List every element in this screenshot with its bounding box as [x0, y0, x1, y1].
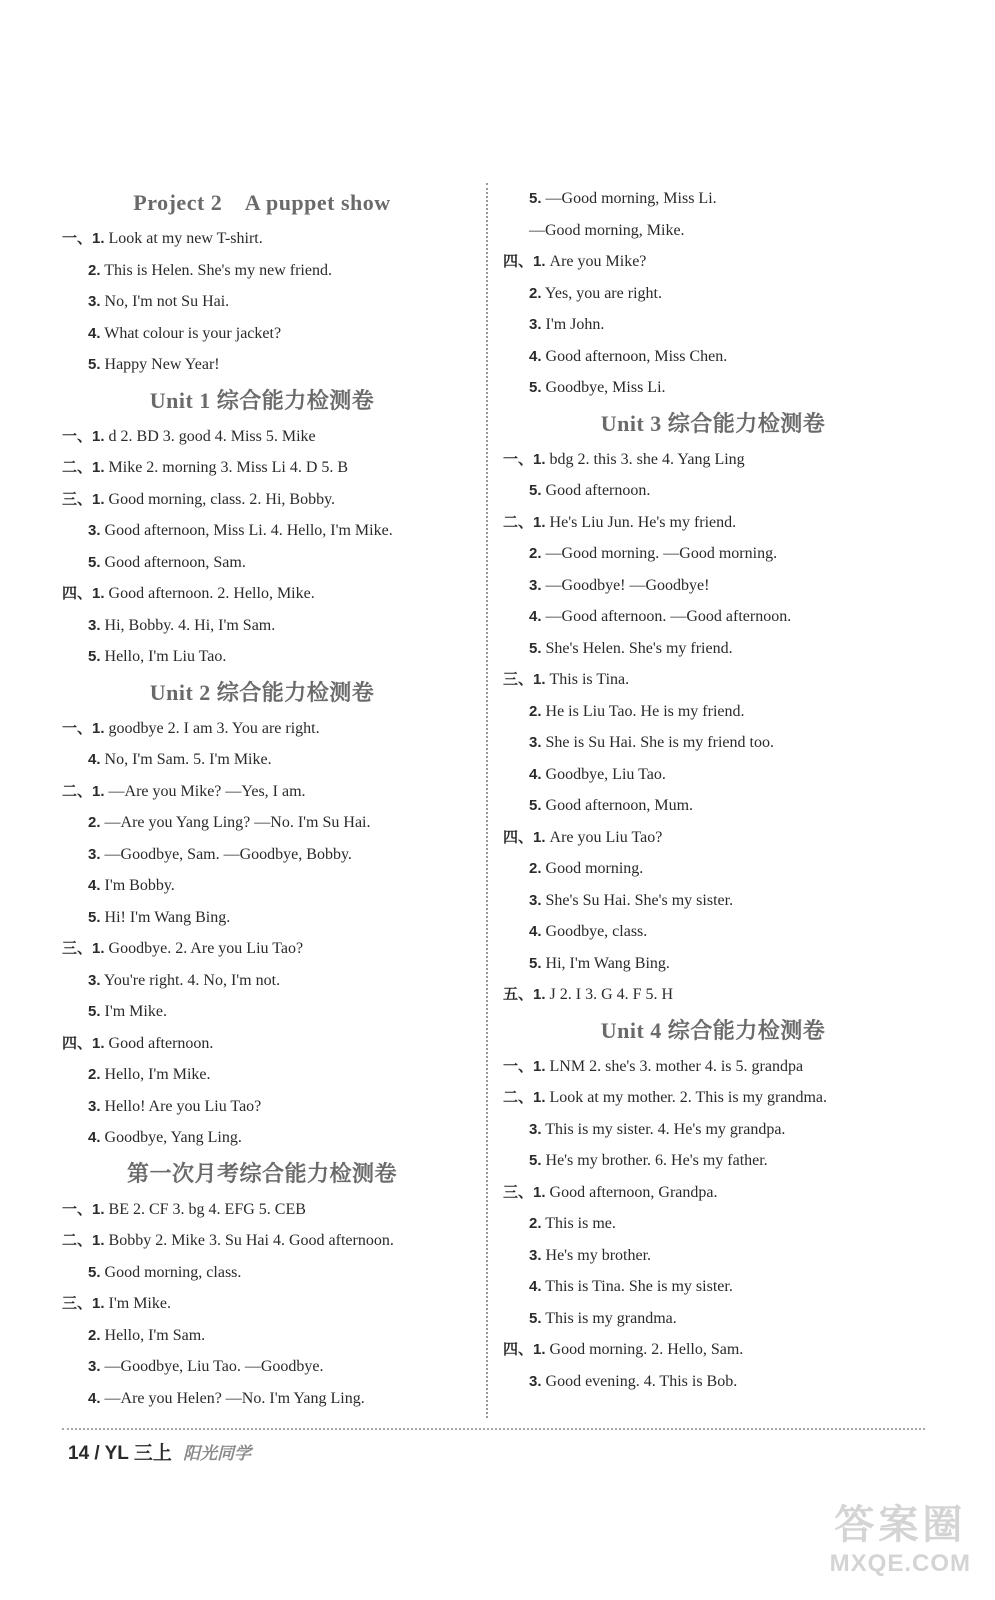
question-number: 3. — [88, 616, 101, 634]
part-label: 一、 — [62, 719, 93, 737]
question-number: 4. — [529, 347, 542, 365]
part-label: 四、 — [503, 828, 534, 846]
answer-text: Goodbye, Miss Li. — [541, 379, 666, 396]
answer-text: Goodbye, Yang Ling. — [100, 1129, 242, 1146]
answer-text: Are you Mike? — [545, 253, 647, 270]
question-number: 2. — [88, 1066, 101, 1083]
answer-text: Good morning. 2. Hello, Sam. — [545, 1341, 744, 1358]
question-number: 5. — [529, 482, 542, 499]
answer-line — [503, 278, 923, 310]
part-label: 四、 — [62, 585, 93, 602]
question-number: 5. — [529, 1309, 542, 1327]
question-number: 4. — [88, 324, 101, 342]
question-number: 1. — [92, 427, 105, 445]
answer-line — [503, 444, 923, 476]
answer-text: She is Su Hai. She is my friend too. — [541, 734, 774, 751]
question-number: 1. — [533, 1057, 546, 1075]
question-number: 3. — [88, 522, 101, 539]
answer-text: goodbye 2. I am 3. You are right. — [104, 719, 320, 737]
answer-text: I'm Bobby. — [100, 877, 175, 894]
answer-text: Goodbye. 2. Are you Liu Tao? — [104, 940, 304, 957]
answer-line — [503, 507, 923, 539]
watermark-title: 答案圈 — [834, 1503, 967, 1547]
right-column — [503, 183, 923, 1397]
section-heading: Unit 1 综合能力检测卷 — [149, 387, 375, 413]
answer-text: Yes, you are right. — [541, 284, 662, 302]
answer-text: This is Tina. She is my sister. — [541, 1278, 733, 1295]
answer-line — [62, 1288, 462, 1320]
question-number: 3. — [88, 1097, 101, 1115]
answer-text: Good afternoon. — [104, 1034, 214, 1052]
answer-text: —Good morning. —Good morning. — [541, 545, 778, 562]
answer-line — [503, 853, 923, 885]
answer-line — [62, 902, 462, 934]
answer-line — [503, 475, 923, 507]
answer-line — [62, 318, 462, 350]
answer-line — [62, 933, 462, 965]
answer-text: This is Tina. — [545, 671, 630, 688]
section-heading: 第一次月考综合能力检测卷 — [126, 1160, 397, 1186]
question-number: 1. — [533, 1183, 546, 1201]
question-number: 3. — [529, 1246, 542, 1264]
question-number: 3. — [529, 316, 542, 333]
answer-text: d 2. BD 3. good 4. Miss 5. Mike — [104, 427, 316, 445]
answer-line — [503, 1271, 923, 1303]
answer-text: BE 2. CF 3. bg 4. EFG 5. CEB — [104, 1200, 306, 1218]
answer-text: Good afternoon, Miss Li. 4. Hello, I'm Mike. — [100, 522, 393, 539]
question-number: 5. — [88, 553, 101, 571]
answer-line — [503, 885, 923, 917]
question-number: 2. — [529, 1215, 542, 1232]
answer-line — [503, 696, 923, 728]
answer-text: I'm John. — [541, 316, 605, 333]
question-number: 5. — [529, 954, 542, 972]
question-number: 2. — [88, 1326, 101, 1344]
question-number: 5. — [529, 797, 542, 814]
answer-line — [503, 633, 923, 665]
answer-line — [62, 286, 462, 318]
answer-text: Good afternoon, Miss Chen. — [541, 347, 728, 365]
answer-line — [62, 870, 462, 902]
question-number: 5. — [529, 379, 542, 396]
question-number: 2. — [529, 545, 542, 562]
question-number: 1. — [533, 1341, 546, 1358]
answer-text: He's my brother. — [541, 1246, 652, 1264]
page-footer — [68, 1438, 251, 1465]
answer-text: Goodbye, Liu Tao. — [541, 765, 666, 783]
answer-text: Good afternoon, Sam. — [100, 553, 246, 571]
question-number: 5. — [88, 1003, 101, 1020]
answer-text: LNM 2. she's 3. mother 4. is 5. grandpa — [545, 1057, 804, 1075]
part-label: 一、 — [503, 1057, 534, 1075]
question-number: 1. — [533, 986, 546, 1003]
answer-line — [503, 1177, 923, 1209]
answer-text: Goodbye, class. — [541, 923, 648, 940]
answer-text: Hi! I'm Wang Bing. — [100, 908, 231, 926]
answer-line — [503, 1240, 923, 1272]
answer-text: Good morning, class. 2. Hi, Bobby. — [104, 490, 336, 508]
answer-text: Hello, I'm Sam. — [100, 1326, 206, 1344]
answer-text: Good afternoon, Grandpa. — [545, 1183, 718, 1201]
answer-line — [62, 713, 462, 745]
answer-text: Good afternoon, Mum. — [541, 797, 694, 814]
answer-text: You're right. 4. No, I'm not. — [100, 971, 281, 989]
answer-text: No, I'm Sam. 5. I'm Mike. — [100, 751, 272, 768]
question-number: 1. — [92, 459, 105, 476]
answer-line — [503, 372, 923, 404]
question-number: 3. — [529, 734, 542, 751]
question-number: 1. — [92, 585, 105, 602]
answer-text: Good evening. 4. This is Bob. — [541, 1372, 738, 1390]
answer-line — [503, 664, 923, 696]
question-number: 5. — [88, 908, 101, 926]
answer-line — [503, 759, 923, 791]
part-label: 一、 — [503, 450, 534, 468]
question-number: 1. — [533, 450, 546, 468]
question-number: 1. — [92, 940, 105, 957]
part-label: 二、 — [62, 1232, 93, 1249]
answer-line — [62, 452, 462, 484]
answer-line — [62, 1091, 462, 1123]
answer-text: Happy New Year! — [100, 356, 220, 373]
answer-text: Good morning. — [541, 860, 644, 877]
part-label: 二、 — [503, 513, 534, 531]
question-number: 3. — [88, 1358, 101, 1375]
answer-text: Hi, I'm Wang Bing. — [541, 954, 670, 972]
answer-line — [503, 341, 923, 373]
part-label: 三、 — [62, 1295, 93, 1312]
left-column — [62, 183, 462, 1414]
answer-text: Hello, I'm Mike. — [100, 1066, 211, 1083]
answer-line — [62, 996, 462, 1028]
answer-text: —Are you Helen? —No. I'm Yang Ling. — [100, 1389, 365, 1407]
answer-line — [62, 1257, 462, 1289]
part-label: 一、 — [62, 1200, 93, 1218]
answer-text: I'm Mike. — [100, 1003, 167, 1020]
answer-text: This is my sister. 4. He's my grandpa. — [541, 1120, 786, 1138]
answer-text: —Good afternoon. —Good afternoon. — [541, 608, 792, 625]
answer-line — [62, 255, 462, 287]
question-number: 2. — [529, 702, 542, 720]
answer-line — [62, 1320, 462, 1352]
answer-line — [62, 610, 462, 642]
answer-text: —Goodbye, Sam. —Goodbye, Bobby. — [100, 845, 352, 863]
question-number: 2. — [88, 261, 101, 279]
answer-line — [62, 484, 462, 516]
answer-text: J 2. I 3. G 4. F 5. H — [545, 986, 674, 1003]
answer-text: Mike 2. morning 3. Miss Li 4. D 5. B — [104, 459, 349, 476]
question-number: 1. — [533, 671, 546, 688]
answer-text: I'm Mike. — [104, 1295, 171, 1312]
answer-line — [503, 309, 923, 341]
answer-text: Hi, Bobby. 4. Hi, I'm Sam. — [100, 616, 276, 634]
question-number: 4. — [88, 1129, 101, 1146]
answer-line — [503, 790, 923, 822]
answer-text: No, I'm not Su Hai. — [100, 293, 230, 310]
part-label: 四、 — [62, 1034, 93, 1052]
answer-line — [62, 1122, 462, 1154]
question-number: 3. — [88, 845, 101, 863]
question-number: 1. — [92, 1034, 105, 1052]
answer-line — [503, 215, 923, 247]
answer-line — [503, 538, 923, 570]
question-number: 5. — [529, 1152, 542, 1169]
answer-text: —Good morning, Mike. — [529, 221, 685, 239]
answer-line — [62, 807, 462, 839]
answer-line — [62, 965, 462, 997]
answer-line — [62, 578, 462, 610]
answer-line — [62, 547, 462, 579]
answer-line — [62, 349, 462, 381]
answer-line — [62, 223, 462, 255]
answer-text: bdg 2. this 3. she 4. Yang Ling — [545, 450, 745, 468]
answer-line — [503, 1082, 923, 1114]
watermark-url: MXQE.COM — [829, 1550, 971, 1577]
answer-text: He is Liu Tao. He is my friend. — [541, 702, 745, 720]
question-number: 2. — [529, 860, 542, 877]
question-number: 1. — [92, 1200, 105, 1218]
part-label: 二、 — [62, 459, 93, 476]
question-number: 1. — [92, 1295, 105, 1312]
question-number: 4. — [88, 877, 101, 894]
question-number: 4. — [88, 1389, 101, 1407]
part-label: 二、 — [503, 1089, 534, 1106]
answer-line — [503, 1334, 923, 1366]
answer-text: She's Su Hai. She's my sister. — [541, 891, 734, 909]
question-number: 1. — [533, 828, 546, 846]
question-number: 4. — [529, 923, 542, 940]
part-label: 三、 — [503, 1183, 534, 1201]
question-number: 5. — [88, 648, 101, 665]
answer-line — [62, 1351, 462, 1383]
answer-line — [62, 1194, 462, 1226]
question-number: 3. — [529, 891, 542, 909]
answer-text: This is Helen. She's my new friend. — [100, 261, 332, 279]
answer-text: Good afternoon. — [541, 482, 651, 499]
answer-text: This is my grandma. — [541, 1309, 677, 1327]
answer-line — [503, 1114, 923, 1146]
answer-text: This is me. — [541, 1215, 616, 1232]
question-number: 3. — [88, 971, 101, 989]
section-heading: Unit 4 综合能力检测卷 — [600, 1017, 826, 1043]
answer-text: Good morning, class. — [100, 1263, 242, 1281]
question-number: 3. — [529, 1120, 542, 1138]
answer-line — [62, 744, 462, 776]
answer-line — [503, 183, 923, 215]
answer-text: —Are you Mike? —Yes, I am. — [104, 782, 306, 800]
answer-text: What colour is your jacket? — [100, 324, 282, 342]
question-number: 4. — [88, 751, 101, 768]
question-number: 3. — [529, 576, 542, 594]
question-number: 5. — [529, 639, 542, 657]
question-number: 3. — [88, 293, 101, 310]
answer-line — [503, 916, 923, 948]
answer-line — [503, 1208, 923, 1240]
answer-text: She's Helen. She's my friend. — [541, 639, 733, 657]
part-label: 一、 — [62, 230, 93, 247]
question-number: 1. — [92, 1232, 105, 1249]
question-number: 2. — [529, 284, 542, 302]
answer-line — [503, 1366, 923, 1398]
part-label: 四、 — [503, 1341, 534, 1358]
answer-line — [503, 246, 923, 278]
answer-line — [503, 1145, 923, 1177]
answer-line — [503, 979, 923, 1011]
answer-text: —Goodbye, Liu Tao. —Goodbye. — [100, 1358, 324, 1375]
answer-text: Good afternoon. 2. Hello, Mike. — [104, 585, 315, 602]
part-label: 五、 — [503, 986, 534, 1003]
part-label: 三、 — [62, 490, 93, 508]
section-heading: Unit 3 综合能力检测卷 — [600, 410, 826, 436]
answer-line — [62, 1383, 462, 1415]
question-number: 2. — [88, 814, 101, 831]
answer-line — [503, 601, 923, 633]
answer-text: —Good morning, Miss Li. — [541, 190, 717, 207]
answer-line — [62, 515, 462, 547]
answer-text: Hello, I'm Liu Tao. — [100, 648, 227, 665]
answer-line — [62, 1059, 462, 1091]
answer-line — [62, 776, 462, 808]
part-label: 四、 — [503, 253, 534, 270]
question-number: 4. — [529, 1278, 542, 1295]
answer-text: Hello! Are you Liu Tao? — [100, 1097, 262, 1115]
part-label: 三、 — [503, 671, 534, 688]
answer-text: Look at my mother. 2. This is my grandma. — [545, 1089, 827, 1106]
answer-text: Bobby 2. Mike 3. Su Hai 4. Good afternoon. — [104, 1232, 394, 1249]
section-heading: Unit 2 综合能力检测卷 — [149, 679, 375, 705]
column-divider — [486, 183, 488, 1418]
question-number: 4. — [529, 608, 542, 625]
answer-line — [503, 570, 923, 602]
question-number: 1. — [92, 782, 105, 800]
part-label: 三、 — [62, 940, 93, 957]
answer-line — [503, 1051, 923, 1083]
footer-rule — [62, 1428, 925, 1430]
question-number: 3. — [529, 1372, 542, 1390]
answer-text: Are you Liu Tao? — [545, 828, 663, 846]
answer-line — [62, 839, 462, 871]
answer-line — [62, 421, 462, 453]
answer-line — [62, 1225, 462, 1257]
question-number: 1. — [92, 230, 105, 247]
answer-text: He's my brother. 6. He's my father. — [541, 1152, 768, 1169]
answer-line — [503, 727, 923, 759]
answer-text: He's Liu Jun. He's my friend. — [545, 513, 737, 531]
question-number: 4. — [529, 765, 542, 783]
question-number: 5. — [88, 356, 101, 373]
question-number: 1. — [533, 513, 546, 531]
section-heading: Project 2 A puppet show — [133, 190, 391, 215]
part-label: 一、 — [62, 427, 93, 445]
answer-line — [62, 1028, 462, 1060]
answer-line — [503, 948, 923, 980]
question-number: 1. — [533, 1089, 546, 1106]
answer-line — [503, 1303, 923, 1335]
question-number: 1. — [92, 719, 105, 737]
watermark — [830, 1493, 971, 1578]
question-number: 1. — [533, 253, 546, 270]
answer-line — [503, 822, 923, 854]
answer-text: —Are you Yang Ling? —No. I'm Su Hai. — [100, 814, 371, 831]
part-label: 二、 — [62, 782, 93, 800]
question-number: 5. — [88, 1263, 101, 1281]
brand-logo: 阳光同学 — [183, 1444, 252, 1463]
answer-text: Look at my new T-shirt. — [104, 230, 263, 247]
answer-text: —Goodbye! —Goodbye! — [541, 576, 710, 594]
answer-line — [62, 641, 462, 673]
page-number: 14 / YL 三上 — [68, 1443, 172, 1464]
question-number: 1. — [92, 490, 105, 508]
question-number: 5. — [529, 190, 542, 207]
